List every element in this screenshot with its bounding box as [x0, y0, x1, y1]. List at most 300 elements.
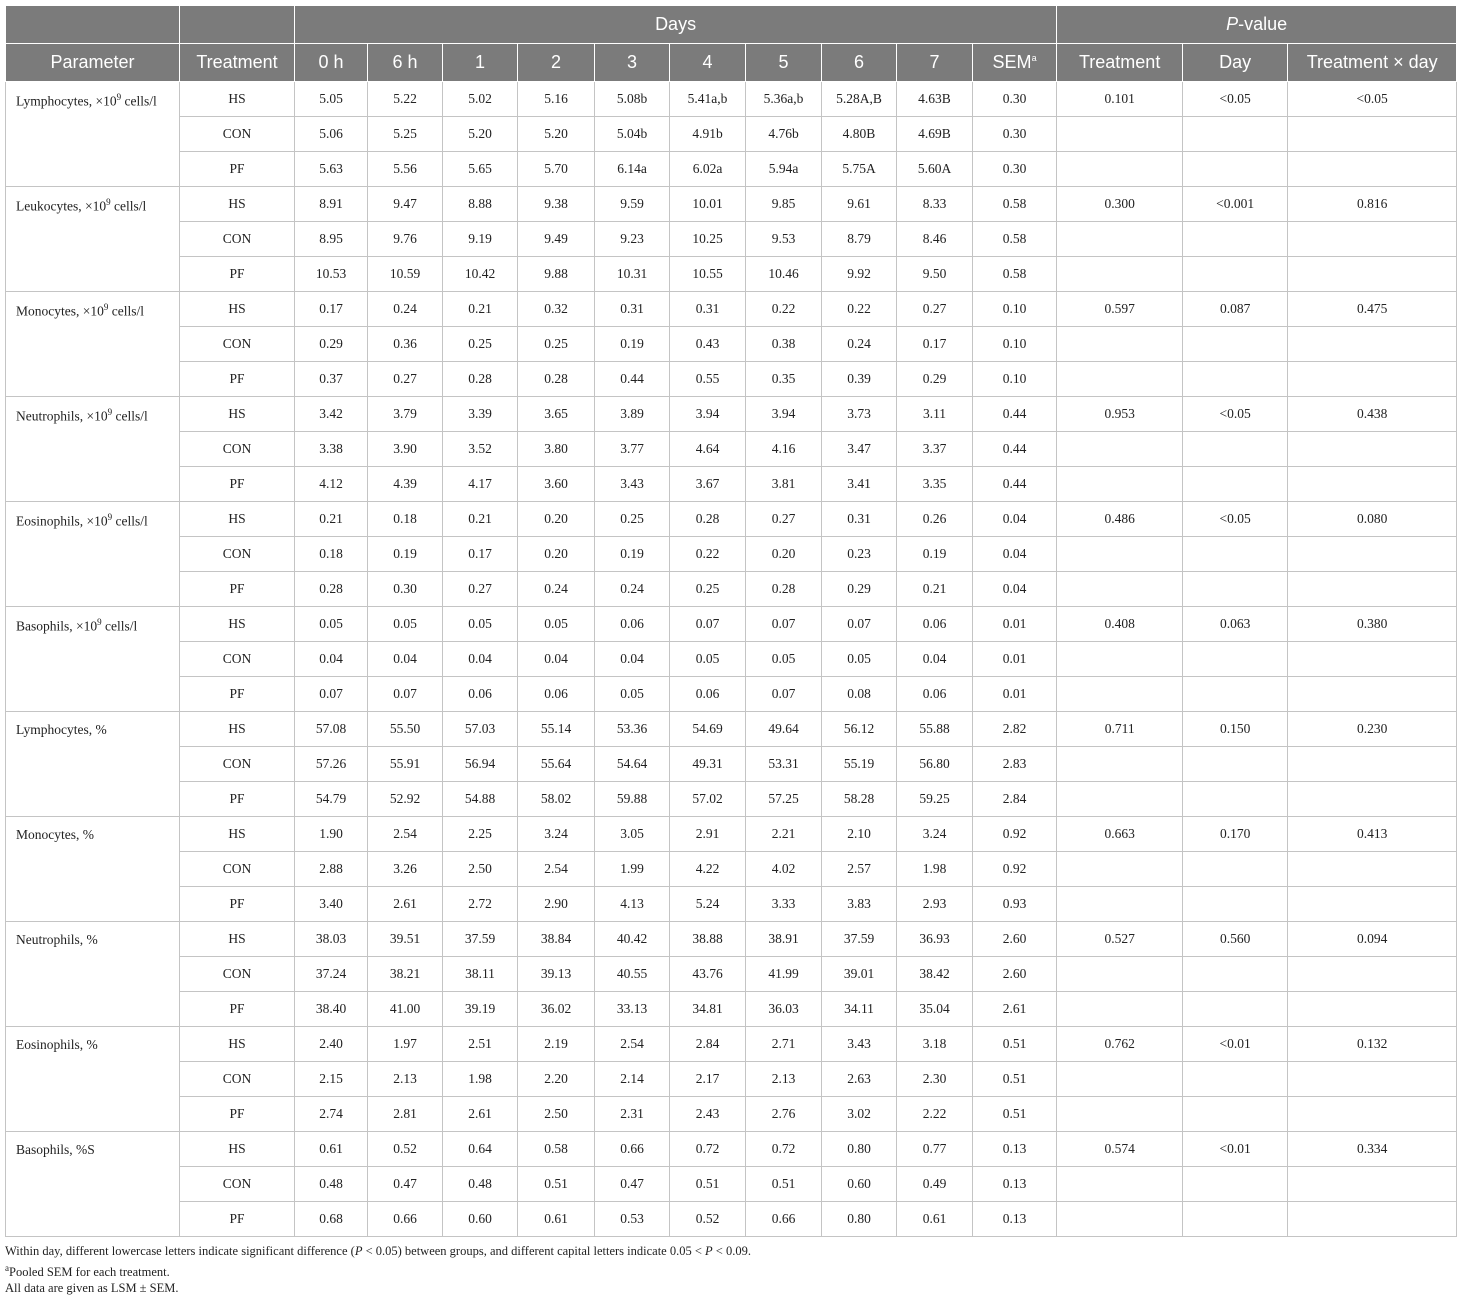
- value-cell: 54.79: [295, 782, 368, 817]
- table-row: [6, 327, 1457, 362]
- value-cell: 3.18: [897, 1027, 973, 1062]
- value-cell: 0.07: [295, 677, 368, 712]
- pvalue-cell: [1183, 887, 1288, 922]
- sem-header: [973, 44, 1057, 82]
- value-cell: 10.59: [368, 257, 443, 292]
- value-cell: 40.55: [595, 957, 670, 992]
- treatment-cell: PF: [180, 1097, 295, 1132]
- treatment-cell: PF: [180, 572, 295, 607]
- header-blank: [6, 6, 180, 44]
- value-cell: 57.03: [443, 712, 518, 747]
- treatment-cell: CON: [180, 642, 295, 677]
- pvalue-cell: 0.574: [1057, 1132, 1183, 1167]
- value-cell: 2.54: [368, 817, 443, 852]
- pvalue-col-header: Treatment: [1057, 44, 1183, 82]
- table-row: [6, 1062, 1457, 1097]
- pvalue-cell: 0.132: [1288, 1027, 1457, 1062]
- table-row: [6, 992, 1457, 1027]
- parameter-label: Neutrophils, ×10: [16, 408, 108, 424]
- value-cell: 0.72: [746, 1132, 822, 1167]
- value-cell: 9.38: [518, 187, 595, 222]
- value-cell: 0.64: [443, 1132, 518, 1167]
- treatment-cell: HS: [180, 607, 295, 642]
- value-cell: 0.04: [595, 642, 670, 677]
- value-cell: 55.14: [518, 712, 595, 747]
- parameter-cell: [6, 817, 180, 922]
- value-cell: 2.31: [595, 1097, 670, 1132]
- value-cell: 0.80: [822, 1202, 897, 1237]
- value-cell: 5.24: [670, 887, 746, 922]
- table-body: [6, 82, 1457, 1237]
- treatment-cell: HS: [180, 292, 295, 327]
- value-cell: 0.06: [897, 677, 973, 712]
- value-cell: 8.33: [897, 187, 973, 222]
- value-cell: 53.36: [595, 712, 670, 747]
- sem-cell: 2.84: [973, 782, 1057, 817]
- sem-label: SEM: [992, 52, 1032, 72]
- sem-cell: 0.92: [973, 817, 1057, 852]
- table-row: [6, 467, 1457, 502]
- parameter-label: Basophils, %S: [16, 1142, 95, 1157]
- pvalue-cell: 0.527: [1057, 922, 1183, 957]
- value-cell: 2.25: [443, 817, 518, 852]
- value-cell: 0.19: [595, 537, 670, 572]
- value-cell: 0.06: [443, 677, 518, 712]
- pvalue-cell: [1288, 362, 1457, 397]
- treatment-cell: CON: [180, 432, 295, 467]
- note-p: P: [705, 1244, 713, 1258]
- value-cell: 3.65: [518, 397, 595, 432]
- table-row: [6, 117, 1457, 152]
- value-cell: 2.61: [368, 887, 443, 922]
- pvalue-cell: [1183, 467, 1288, 502]
- treatment-cell: HS: [180, 187, 295, 222]
- table-row: [6, 957, 1457, 992]
- value-cell: 3.24: [897, 817, 973, 852]
- value-cell: 0.52: [368, 1132, 443, 1167]
- pvalue-cell: [1183, 642, 1288, 677]
- table-row: [6, 537, 1457, 572]
- value-cell: 8.88: [443, 187, 518, 222]
- value-cell: 0.30: [368, 572, 443, 607]
- value-cell: 1.98: [897, 852, 973, 887]
- note-sem: [5, 1260, 1455, 1281]
- treatment-cell: PF: [180, 992, 295, 1027]
- value-cell: 5.75A: [822, 152, 897, 187]
- value-cell: 0.58: [518, 1132, 595, 1167]
- value-cell: 0.07: [822, 607, 897, 642]
- value-cell: 0.05: [670, 642, 746, 677]
- pvalue-cell: [1057, 152, 1183, 187]
- parameter-cell: [6, 397, 180, 502]
- value-cell: 2.76: [746, 1097, 822, 1132]
- value-cell: 0.04: [897, 642, 973, 677]
- value-cell: 2.54: [595, 1027, 670, 1062]
- parameter-unit: cells/l: [110, 198, 147, 214]
- value-cell: 3.41: [822, 467, 897, 502]
- pvalue-header: [1057, 6, 1457, 44]
- value-cell: 9.59: [595, 187, 670, 222]
- value-cell: 0.72: [670, 1132, 746, 1167]
- pvalue-cell: [1288, 992, 1457, 1027]
- value-cell: 0.06: [670, 677, 746, 712]
- value-cell: 5.16: [518, 82, 595, 117]
- pvalue-cell: [1057, 362, 1183, 397]
- value-cell: 39.01: [822, 957, 897, 992]
- pvalue-cell: 0.486: [1057, 502, 1183, 537]
- parameter-unit: cells/l: [108, 303, 144, 319]
- parameter-unit: cells/l: [112, 513, 148, 529]
- sem-cell: 0.13: [973, 1167, 1057, 1202]
- value-cell: 4.12: [295, 467, 368, 502]
- table-row: [6, 257, 1457, 292]
- value-cell: 38.88: [670, 922, 746, 957]
- value-cell: 3.83: [822, 887, 897, 922]
- value-cell: 3.90: [368, 432, 443, 467]
- value-cell: 0.66: [595, 1132, 670, 1167]
- pvalue-cell: [1057, 642, 1183, 677]
- parameter-sup: 9: [103, 302, 109, 312]
- value-cell: 3.39: [443, 397, 518, 432]
- pvalue-cell: <0.01: [1183, 1132, 1288, 1167]
- value-cell: 0.19: [368, 537, 443, 572]
- value-cell: 3.35: [897, 467, 973, 502]
- value-cell: 0.27: [443, 572, 518, 607]
- value-cell: 2.72: [443, 887, 518, 922]
- treatment-cell: PF: [180, 467, 295, 502]
- parameter-unit: cells/l: [121, 93, 157, 109]
- value-cell: 3.80: [518, 432, 595, 467]
- note-text: Within day, different lowercase letters indicate significant difference (: [5, 1244, 355, 1258]
- value-cell: 5.20: [443, 117, 518, 152]
- value-cell: 34.81: [670, 992, 746, 1027]
- value-cell: 0.18: [368, 502, 443, 537]
- value-cell: 3.52: [443, 432, 518, 467]
- value-cell: 3.81: [746, 467, 822, 502]
- value-cell: 37.59: [443, 922, 518, 957]
- value-cell: 58.28: [822, 782, 897, 817]
- treatment-cell: CON: [180, 222, 295, 257]
- value-cell: 38.91: [746, 922, 822, 957]
- value-cell: 0.28: [443, 362, 518, 397]
- table-row: [6, 152, 1457, 187]
- pvalue-cell: [1057, 677, 1183, 712]
- value-cell: 38.40: [295, 992, 368, 1027]
- note-text: Pooled SEM for each treatment.: [9, 1264, 170, 1279]
- value-cell: 0.20: [518, 502, 595, 537]
- value-cell: 10.53: [295, 257, 368, 292]
- value-cell: 9.85: [746, 187, 822, 222]
- value-cell: 4.64: [670, 432, 746, 467]
- value-cell: 3.94: [746, 397, 822, 432]
- value-cell: 0.53: [595, 1202, 670, 1237]
- value-cell: 4.69B: [897, 117, 973, 152]
- value-cell: 0.28: [518, 362, 595, 397]
- sem-cell: 0.51: [973, 1097, 1057, 1132]
- value-cell: 33.13: [595, 992, 670, 1027]
- table-row: [6, 677, 1457, 712]
- value-cell: 55.91: [368, 747, 443, 782]
- value-cell: 5.06: [295, 117, 368, 152]
- pvalue-cell: <0.05: [1288, 82, 1457, 117]
- pvalue-cell: 0.560: [1183, 922, 1288, 957]
- day-header: 5: [746, 44, 822, 82]
- value-cell: 2.88: [295, 852, 368, 887]
- value-cell: 2.50: [443, 852, 518, 887]
- parameter-cell: [6, 712, 180, 817]
- pvalue-cell: [1288, 1202, 1457, 1237]
- parameter-header: Parameter: [6, 44, 180, 82]
- parameter-label: Monocytes, ×10: [16, 303, 104, 319]
- table-row: [6, 887, 1457, 922]
- sem-cell: 0.92: [973, 852, 1057, 887]
- value-cell: 5.70: [518, 152, 595, 187]
- value-cell: 3.60: [518, 467, 595, 502]
- pvalue-cell: [1183, 747, 1288, 782]
- table-row: [6, 712, 1457, 747]
- value-cell: 2.22: [897, 1097, 973, 1132]
- value-cell: 2.57: [822, 852, 897, 887]
- table-row: [6, 1027, 1457, 1062]
- value-cell: 2.61: [443, 1097, 518, 1132]
- value-cell: 2.43: [670, 1097, 746, 1132]
- pvalue-cell: [1288, 117, 1457, 152]
- value-cell: 55.19: [822, 747, 897, 782]
- table-row: [6, 922, 1457, 957]
- value-cell: 3.24: [518, 817, 595, 852]
- pvalue-cell: [1288, 852, 1457, 887]
- table-row: [6, 747, 1457, 782]
- pvalue-cell: [1183, 257, 1288, 292]
- value-cell: 1.98: [443, 1062, 518, 1097]
- pvalue-cell: [1183, 537, 1288, 572]
- pvalue-cell: [1288, 467, 1457, 502]
- pvalue-cell: [1183, 992, 1288, 1027]
- day-header: 0 h: [295, 44, 368, 82]
- value-cell: 57.02: [670, 782, 746, 817]
- pvalue-cell: [1057, 747, 1183, 782]
- value-cell: 8.91: [295, 187, 368, 222]
- treatment-cell: PF: [180, 152, 295, 187]
- parameter-cell: [6, 1132, 180, 1237]
- day-header: 7: [897, 44, 973, 82]
- value-cell: 0.24: [595, 572, 670, 607]
- parameter-label: Eosinophils, ×10: [16, 513, 108, 529]
- note-lsm: [5, 1280, 1455, 1297]
- value-cell: 0.52: [670, 1202, 746, 1237]
- pvalue-cell: <0.05: [1183, 502, 1288, 537]
- sem-sup: a: [1031, 53, 1037, 63]
- value-cell: 0.27: [368, 362, 443, 397]
- value-cell: 0.51: [670, 1167, 746, 1202]
- value-cell: 0.04: [518, 642, 595, 677]
- sem-cell: 0.10: [973, 362, 1057, 397]
- value-cell: 3.67: [670, 467, 746, 502]
- value-cell: 0.29: [897, 362, 973, 397]
- value-cell: 2.90: [518, 887, 595, 922]
- value-cell: 0.19: [897, 537, 973, 572]
- sem-cell: 0.44: [973, 397, 1057, 432]
- pvalue-cell: [1183, 327, 1288, 362]
- value-cell: 0.61: [518, 1202, 595, 1237]
- pvalue-cell: 0.300: [1057, 187, 1183, 222]
- value-cell: 2.15: [295, 1062, 368, 1097]
- value-cell: 4.91b: [670, 117, 746, 152]
- pvalue-cell: 0.438: [1288, 397, 1457, 432]
- value-cell: 2.84: [670, 1027, 746, 1062]
- pvalue-cell: [1288, 537, 1457, 572]
- value-cell: 10.01: [670, 187, 746, 222]
- sem-cell: 0.93: [973, 887, 1057, 922]
- value-cell: 0.28: [295, 572, 368, 607]
- pvalue-cell: 0.380: [1288, 607, 1457, 642]
- value-cell: 0.23: [822, 537, 897, 572]
- pvalue-cell: [1183, 957, 1288, 992]
- value-cell: 2.19: [518, 1027, 595, 1062]
- day-header: 1: [443, 44, 518, 82]
- pvalue-cell: 0.094: [1288, 922, 1457, 957]
- value-cell: 3.73: [822, 397, 897, 432]
- value-cell: 0.07: [670, 607, 746, 642]
- value-cell: 3.79: [368, 397, 443, 432]
- treatment-cell: PF: [180, 782, 295, 817]
- value-cell: 3.02: [822, 1097, 897, 1132]
- sem-cell: 0.51: [973, 1062, 1057, 1097]
- value-cell: 35.04: [897, 992, 973, 1027]
- pvalue-cell: [1183, 782, 1288, 817]
- sem-cell: 2.60: [973, 957, 1057, 992]
- pvalue-cell: [1288, 1167, 1457, 1202]
- note-text: All data are given as LSM ± SEM.: [5, 1281, 179, 1296]
- pvalue-cell: [1057, 782, 1183, 817]
- pvalue-cell: [1288, 642, 1457, 677]
- value-cell: 0.26: [897, 502, 973, 537]
- treatment-cell: HS: [180, 502, 295, 537]
- note-text: < 0.09.: [712, 1244, 751, 1258]
- value-cell: 0.31: [822, 502, 897, 537]
- value-cell: 2.93: [897, 887, 973, 922]
- treatment-cell: CON: [180, 852, 295, 887]
- value-cell: 2.14: [595, 1062, 670, 1097]
- treatment-cell: CON: [180, 537, 295, 572]
- value-cell: 0.06: [518, 677, 595, 712]
- value-cell: 0.22: [670, 537, 746, 572]
- note-significance: [5, 1243, 1455, 1260]
- value-cell: 8.95: [295, 222, 368, 257]
- value-cell: 55.50: [368, 712, 443, 747]
- table-header: [6, 6, 1457, 82]
- pvalue-cell: [1288, 572, 1457, 607]
- pvalue-cell: <0.01: [1183, 1027, 1288, 1062]
- sem-cell: 0.04: [973, 572, 1057, 607]
- value-cell: 0.25: [518, 327, 595, 362]
- parameter-sup: 9: [106, 197, 111, 207]
- sem-cell: 0.44: [973, 467, 1057, 502]
- value-cell: 0.60: [822, 1167, 897, 1202]
- pvalue-cell: 0.762: [1057, 1027, 1183, 1062]
- pvalue-cell: [1183, 152, 1288, 187]
- value-cell: 5.60A: [897, 152, 973, 187]
- value-cell: 56.12: [822, 712, 897, 747]
- pvalue-p: P: [1226, 14, 1239, 34]
- value-cell: 56.80: [897, 747, 973, 782]
- value-cell: 0.06: [595, 607, 670, 642]
- value-cell: 0.17: [443, 537, 518, 572]
- value-cell: 0.31: [670, 292, 746, 327]
- pvalue-cell: [1057, 467, 1183, 502]
- value-cell: 41.99: [746, 957, 822, 992]
- parameter-sup: 9: [107, 407, 113, 417]
- pvalue-cell: [1057, 222, 1183, 257]
- value-cell: 39.19: [443, 992, 518, 1027]
- parameter-label: Leukocytes, ×10: [16, 198, 107, 214]
- pvalue-cell: [1057, 887, 1183, 922]
- sem-cell: 0.30: [973, 82, 1057, 117]
- pvalue-col-header: Day: [1183, 44, 1288, 82]
- parameter-cell: [6, 187, 180, 292]
- value-cell: 0.05: [295, 607, 368, 642]
- value-cell: 0.04: [295, 642, 368, 677]
- value-cell: 0.24: [822, 327, 897, 362]
- treatment-cell: CON: [180, 1167, 295, 1202]
- value-cell: 0.47: [595, 1167, 670, 1202]
- pvalue-cell: [1057, 1062, 1183, 1097]
- value-cell: 2.91: [670, 817, 746, 852]
- value-cell: 4.16: [746, 432, 822, 467]
- value-cell: 0.51: [746, 1167, 822, 1202]
- value-cell: 2.63: [822, 1062, 897, 1097]
- sem-cell: 0.44: [973, 432, 1057, 467]
- day-header: 4: [670, 44, 746, 82]
- value-cell: 3.37: [897, 432, 973, 467]
- parameter-sup: 9: [107, 512, 113, 522]
- parameter-cell: [6, 82, 180, 187]
- table-row: [6, 642, 1457, 677]
- day-header: 6 h: [368, 44, 443, 82]
- value-cell: 4.80B: [822, 117, 897, 152]
- value-cell: 2.71: [746, 1027, 822, 1062]
- table-row: [6, 82, 1457, 117]
- value-cell: 36.03: [746, 992, 822, 1027]
- value-cell: 0.27: [746, 502, 822, 537]
- value-cell: 37.59: [822, 922, 897, 957]
- value-cell: 53.31: [746, 747, 822, 782]
- value-cell: 54.69: [670, 712, 746, 747]
- value-cell: 3.77: [595, 432, 670, 467]
- day-header: 2: [518, 44, 595, 82]
- value-cell: 3.40: [295, 887, 368, 922]
- value-cell: 0.60: [443, 1202, 518, 1237]
- sem-cell: 0.30: [973, 117, 1057, 152]
- value-cell: 0.04: [443, 642, 518, 677]
- pvalue-cell: [1183, 1202, 1288, 1237]
- value-cell: 3.05: [595, 817, 670, 852]
- pvalue-cell: [1057, 1097, 1183, 1132]
- treatment-cell: PF: [180, 1202, 295, 1237]
- pvalue-cell: 0.230: [1288, 712, 1457, 747]
- parameter-cell: [6, 922, 180, 1027]
- value-cell: 0.44: [595, 362, 670, 397]
- value-cell: 0.36: [368, 327, 443, 362]
- value-cell: 0.20: [518, 537, 595, 572]
- value-cell: 9.23: [595, 222, 670, 257]
- parameter-cell: [6, 607, 180, 712]
- value-cell: 2.40: [295, 1027, 368, 1062]
- table-row: [6, 397, 1457, 432]
- value-cell: 4.22: [670, 852, 746, 887]
- value-cell: 0.35: [746, 362, 822, 397]
- value-cell: 54.64: [595, 747, 670, 782]
